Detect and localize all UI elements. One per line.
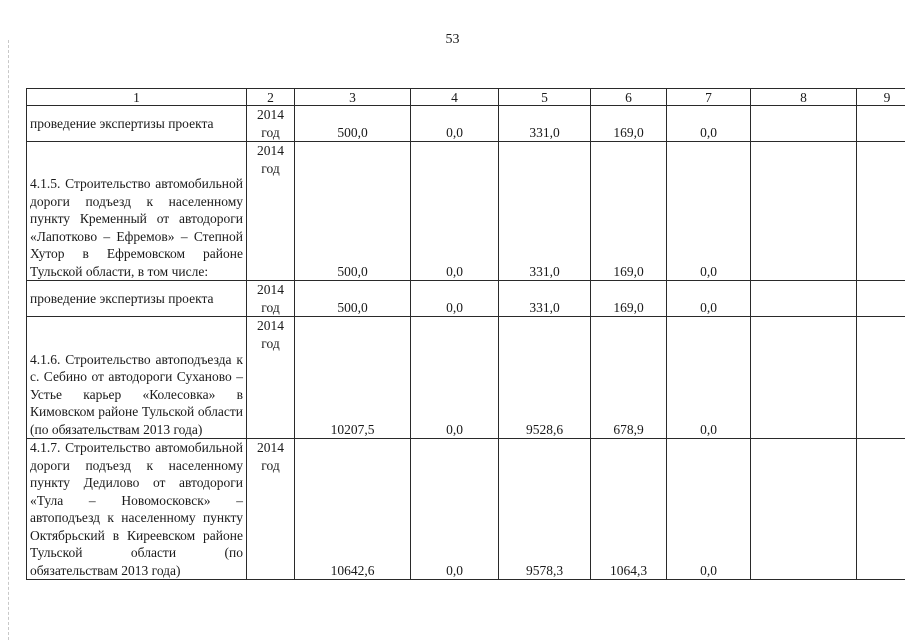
cell-col3: 500,0 xyxy=(295,281,411,317)
cell-col5: 331,0 xyxy=(499,106,591,142)
table-row xyxy=(27,439,905,580)
cell-col6: 169,0 xyxy=(591,281,667,317)
year-value: 2014 xyxy=(257,318,284,333)
cell-col9 xyxy=(857,142,905,281)
cell-col3: 500,0 xyxy=(295,142,411,281)
column-header: 1 xyxy=(27,89,247,106)
column-header: 3 xyxy=(295,89,411,106)
cell-col3: 500,0 xyxy=(295,106,411,142)
table-row xyxy=(27,281,905,317)
cell-col6: 678,9 xyxy=(591,317,667,439)
year-suffix: год xyxy=(261,160,280,176)
year-value: 2014 xyxy=(257,440,284,455)
cell-col4: 0,0 xyxy=(411,439,499,580)
row-year xyxy=(247,142,295,281)
cell-col6: 169,0 xyxy=(591,142,667,281)
page-number: 53 xyxy=(445,32,460,47)
cell-col3: 10642,6 xyxy=(295,439,411,580)
cell-col5: 9528,6 xyxy=(499,317,591,439)
cell-col7: 0,0 xyxy=(667,106,751,142)
year-suffix: год xyxy=(261,299,280,315)
cell-col7: 0,0 xyxy=(667,317,751,439)
cell-col8 xyxy=(751,281,857,317)
row-description: 4.1.5. Строительство автомобильной дороги подъезд к населенному пункту Кременный от автодороги «Лапотково – Ефремов» – Степной Хутор в Ефремовском районе Тульской области, в том числе: xyxy=(27,142,247,281)
table-row xyxy=(27,142,905,281)
column-header: 2 xyxy=(247,89,295,106)
row-description: 4.1.7. Строительство автомобильной дороги подъезд к населенному пункту Дедилово от автодороги «Тула – Новомосковск» – автоподъезд к населенному пункту Октябрьский в Киреевском районе Тульской области (по обязательствам 2013 года) xyxy=(27,439,247,580)
cell-col9 xyxy=(857,281,905,317)
column-header: 7 xyxy=(667,89,751,106)
cell-col9 xyxy=(857,439,905,580)
row-description: проведение экспертизы проекта xyxy=(27,106,247,142)
cell-col9 xyxy=(857,106,905,142)
left-margin-rule xyxy=(8,40,9,640)
cell-col8 xyxy=(751,439,857,580)
table-row xyxy=(27,317,905,439)
cell-col8 xyxy=(751,106,857,142)
cell-col5: 331,0 xyxy=(499,142,591,281)
cell-col5: 9578,3 xyxy=(499,439,591,580)
column-header: 6 xyxy=(591,89,667,106)
column-header: 8 xyxy=(751,89,857,106)
table-row xyxy=(27,106,905,142)
cell-col4: 0,0 xyxy=(411,317,499,439)
column-number-row xyxy=(27,89,905,106)
row-year xyxy=(247,317,295,439)
row-year xyxy=(247,281,295,317)
column-header: 9 xyxy=(857,89,905,106)
cell-col5: 331,0 xyxy=(499,281,591,317)
cell-col7: 0,0 xyxy=(667,281,751,317)
cell-col4: 0,0 xyxy=(411,142,499,281)
row-description: проведение экспертизы проекта xyxy=(27,281,247,317)
year-value: 2014 xyxy=(257,143,284,158)
budget-table xyxy=(26,88,905,580)
cell-col9 xyxy=(857,317,905,439)
year-suffix: год xyxy=(261,457,280,473)
row-year xyxy=(247,439,295,580)
year-value: 2014 xyxy=(257,107,284,122)
row-description: 4.1.6. Строительство автоподъезда к с. Себино от автодороги Суханово – Устье карьер «Колесовка» в Кимовском районе Тульской области (по обязательствам 2013 года) xyxy=(27,317,247,439)
column-header: 5 xyxy=(499,89,591,106)
cell-col7: 0,0 xyxy=(667,439,751,580)
cell-col7: 0,0 xyxy=(667,142,751,281)
cell-col8 xyxy=(751,317,857,439)
row-year xyxy=(247,106,295,142)
year-suffix: год xyxy=(261,124,280,140)
cell-col8 xyxy=(751,142,857,281)
cell-col4: 0,0 xyxy=(411,106,499,142)
cell-col6: 1064,3 xyxy=(591,439,667,580)
year-value: 2014 xyxy=(257,282,284,297)
cell-col3: 10207,5 xyxy=(295,317,411,439)
cell-col4: 0,0 xyxy=(411,281,499,317)
column-header: 4 xyxy=(411,89,499,106)
year-suffix: год xyxy=(261,335,280,351)
cell-col6: 169,0 xyxy=(591,106,667,142)
